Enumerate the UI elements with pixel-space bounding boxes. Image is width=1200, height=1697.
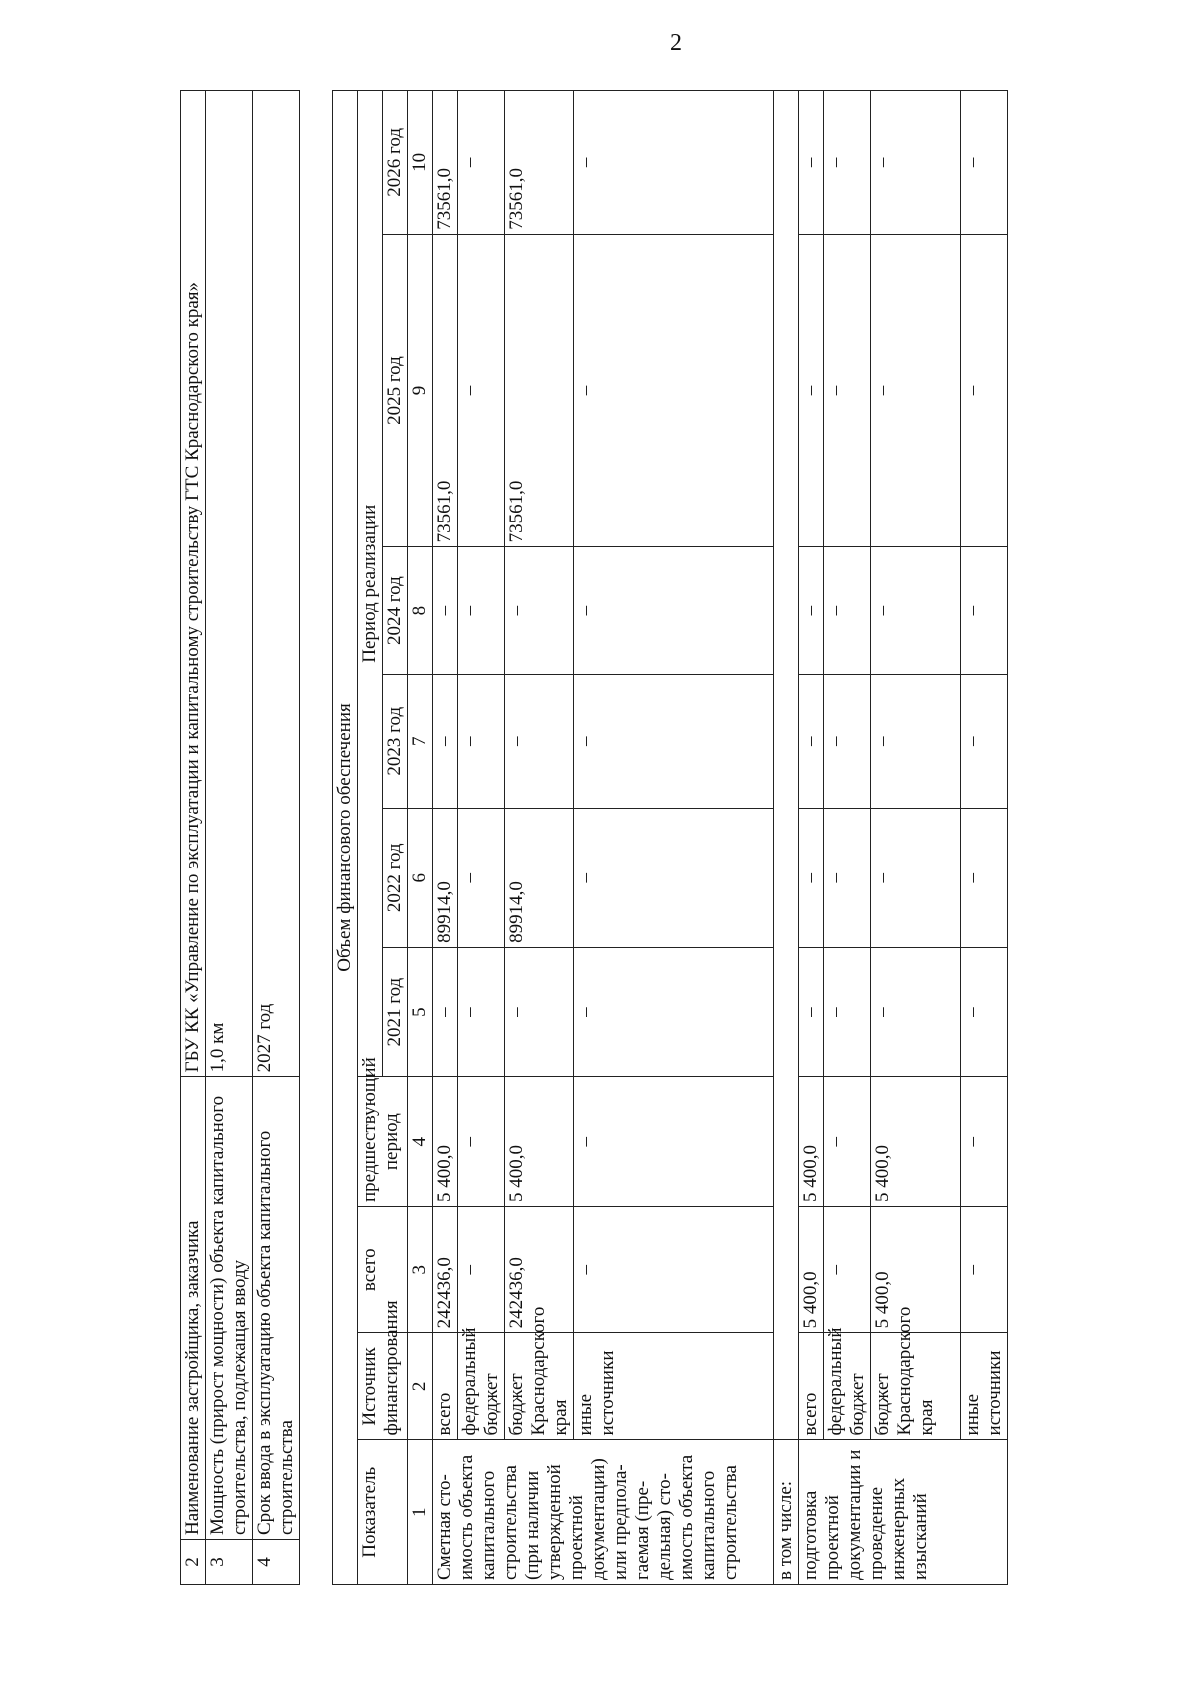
cell-value: – (433, 547, 458, 674)
cell-value: – (574, 547, 774, 674)
cell-value: 73561,0 (505, 91, 574, 235)
section-title-row (333, 91, 358, 1585)
table-row (433, 91, 458, 1585)
info-value: 1,0 км (206, 91, 253, 1077)
row-source: бюджет Краснодарского края (871, 1333, 961, 1440)
cell-value: – (824, 1077, 871, 1207)
cell-value: – (824, 808, 871, 947)
cell-value: – (961, 1077, 1008, 1207)
cell-value: – (458, 947, 505, 1077)
header-indicator: Показатель (358, 1440, 408, 1585)
cell-value: – (505, 547, 574, 674)
cell-value: – (824, 547, 871, 674)
column-number: 5 (408, 947, 433, 1077)
cell-value: – (871, 808, 961, 947)
cell-value: – (871, 674, 961, 808)
cell-value: – (824, 1207, 871, 1333)
info-value: 2027 год (253, 91, 300, 1077)
cell-value: – (458, 234, 505, 547)
row-indicator: подготовка проектной документации и проведение инженерных изысканий (799, 1440, 1008, 1585)
cell-value: – (871, 234, 961, 547)
row-source: федеральный бюджет (458, 1333, 505, 1440)
column-number: 9 (408, 234, 433, 547)
cell-value: 89914,0 (433, 808, 458, 947)
row-source: всего (433, 1333, 458, 1440)
header-source: Источник финансирования (358, 1333, 408, 1440)
cell-value: – (799, 674, 824, 808)
cell-value: – (871, 91, 961, 235)
cell-value: – (871, 947, 961, 1077)
column-number: 7 (408, 674, 433, 808)
cell-value: – (961, 808, 1008, 947)
cell-value: – (458, 91, 505, 235)
spacer-row (300, 91, 333, 1585)
cell-value: – (799, 234, 824, 547)
header-total: всего (358, 1207, 408, 1333)
cell-value: 89914,0 (505, 808, 574, 947)
cell-value: – (574, 808, 774, 947)
row-source: бюджет Краснодарского края (505, 1333, 574, 1440)
header-year: 2024 год (383, 547, 408, 674)
cell-value: 73561,0 (433, 234, 458, 547)
cell-value: – (574, 947, 774, 1077)
column-number: 10 (408, 91, 433, 235)
header-year: 2023 год (383, 674, 408, 808)
cell-value: – (799, 808, 824, 947)
column-number: 8 (408, 547, 433, 674)
info-value: ГБУ КК «Управление по эксплуатации и капитальному строительству ГТС Краснодарского края» (181, 91, 206, 1077)
rotated-table-container (180, 90, 1130, 1585)
cell-value: 5 400,0 (871, 1077, 961, 1207)
header-row-1 (358, 91, 383, 1585)
financing-table (180, 90, 1008, 1585)
cell-value: – (799, 547, 824, 674)
cell-value: – (574, 1207, 774, 1333)
cell-value: 242436,0 (505, 1207, 574, 1333)
table-row (799, 91, 824, 1585)
cell-value: – (458, 1207, 505, 1333)
column-number: 6 (408, 808, 433, 947)
subtotal-label-row (774, 91, 799, 1585)
table-row (505, 91, 574, 1585)
cell-value: 5 400,0 (799, 1207, 824, 1333)
column-number: 2 (408, 1333, 433, 1440)
row-indicator: Сметная сто-имость объекта капитального строительства (при наличии утвержденной проектной документации) или предпола-гаемая (пре-дельная) сто-имость объекта капитального строительства (433, 1440, 774, 1585)
info-num: 4 (253, 1540, 300, 1585)
header-year: 2022 год (383, 808, 408, 947)
cell-value: – (824, 234, 871, 547)
cell-value: – (961, 547, 1008, 674)
cell-value: – (824, 674, 871, 808)
cell-value: – (961, 234, 1008, 547)
header-year: 2025 год (383, 234, 408, 547)
cell-value: – (458, 808, 505, 947)
cell-value: – (574, 1077, 774, 1207)
info-label: Срок ввода в эксплуатацию объекта капитального строительства (253, 1077, 300, 1540)
info-num: 2 (181, 1540, 206, 1585)
table-row (458, 91, 505, 1585)
cell-value: – (961, 91, 1008, 235)
header-row-numbers (408, 91, 433, 1585)
table-row (824, 91, 871, 1585)
header-period: Период реализации (358, 91, 383, 1077)
row-source: всего (799, 1333, 824, 1440)
cell-value: 242436,0 (433, 1207, 458, 1333)
row-source: иные источники (961, 1333, 1008, 1440)
info-num: 3 (206, 1540, 253, 1585)
cell-value: – (458, 1077, 505, 1207)
cell-value: 5 400,0 (871, 1207, 961, 1333)
table-row (871, 91, 961, 1585)
info-row-capacity (206, 91, 253, 1585)
table-row (961, 91, 1008, 1585)
cell-value: – (961, 947, 1008, 1077)
cell-value: – (799, 91, 824, 235)
cell-value: 5 400,0 (433, 1077, 458, 1207)
row-source: иные источники (574, 1333, 774, 1440)
cell-value: – (505, 674, 574, 808)
column-number: 3 (408, 1207, 433, 1333)
table-row (574, 91, 774, 1585)
cell-value: 5 400,0 (505, 1077, 574, 1207)
cell-value: – (458, 674, 505, 808)
cell-value: – (433, 674, 458, 808)
cell-value: – (458, 547, 505, 674)
column-number: 1 (408, 1440, 433, 1585)
cell-value: – (824, 91, 871, 235)
cell-value: – (433, 947, 458, 1077)
info-label: Наименование застройщика, заказчика (181, 1077, 206, 1540)
cell-value: – (961, 674, 1008, 808)
header-year: 2021 год (383, 947, 408, 1077)
cell-value: 73561,0 (505, 234, 574, 547)
cell-value: 5 400,0 (799, 1077, 824, 1207)
header-previous: предшествующий период (358, 1077, 408, 1207)
cell-value: – (574, 674, 774, 808)
cell-value: 73561,0 (433, 91, 458, 235)
column-number: 4 (408, 1077, 433, 1207)
cell-value: – (871, 547, 961, 674)
cell-value: – (961, 1207, 1008, 1333)
cell-value: – (574, 234, 774, 547)
info-row-customer (181, 91, 206, 1585)
row-source: федеральный бюджет (824, 1333, 871, 1440)
info-row-deadline (253, 91, 300, 1585)
page-number: 2 (670, 30, 682, 56)
section-title: Объем финансового обеспечения (333, 91, 358, 1585)
in-that-number-label: в том числе: (774, 1440, 799, 1585)
cell-value: – (824, 947, 871, 1077)
cell-value: – (574, 91, 774, 235)
info-label: Мощность (прирост мощности) объекта капитального строительства, подлежащая вводу (206, 1077, 253, 1540)
cell-value: – (505, 947, 574, 1077)
header-year: 2026 год (383, 91, 408, 235)
cell-value: – (799, 947, 824, 1077)
